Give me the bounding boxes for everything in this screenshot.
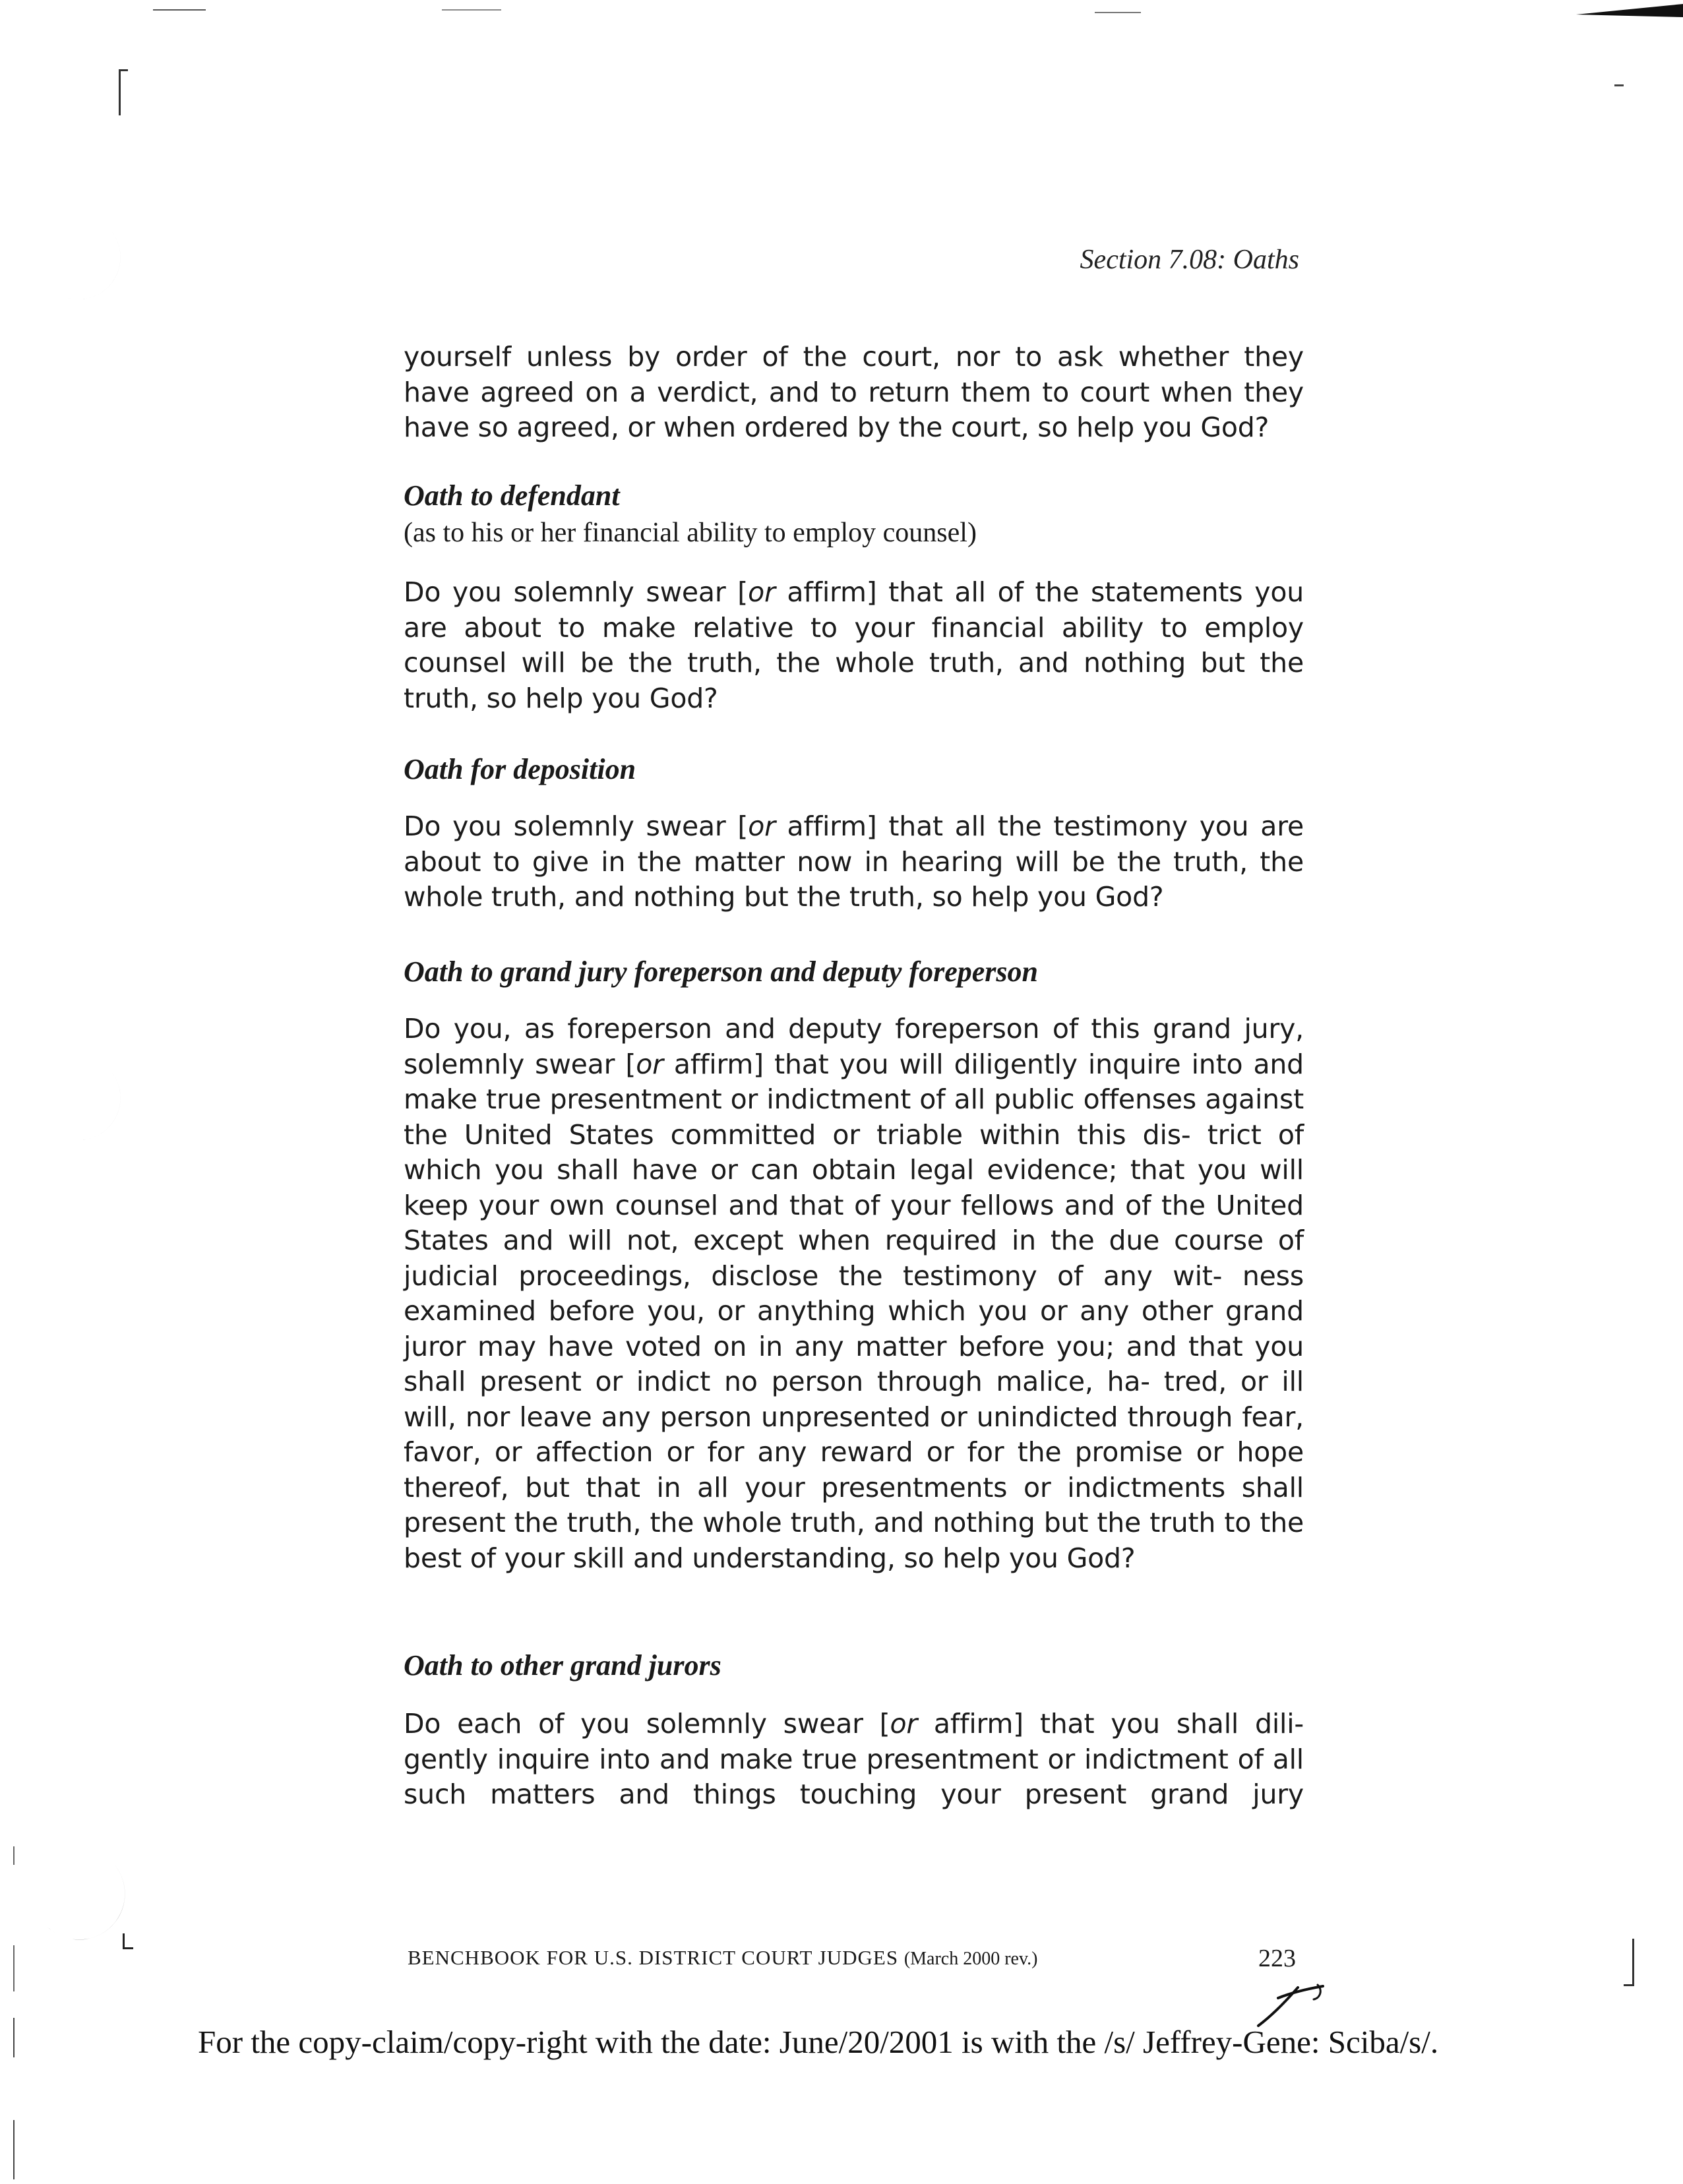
scan-wedge-top-right	[1576, 0, 1683, 20]
scan-dash-right	[1614, 84, 1624, 86]
paragraph-text-or: or	[636, 1048, 663, 1080]
scan-mark-top-left	[153, 9, 206, 11]
heading-oath-to-defendant: Oath to defendant	[404, 479, 620, 512]
scan-mark-top-mid	[442, 9, 501, 11]
scan-margin-left-4	[13, 2120, 15, 2179]
scan-margin-left-1	[13, 1846, 15, 1865]
heading-oath-for-deposition: Oath for deposition	[404, 753, 636, 785]
punch-hole-icon	[41, 1860, 133, 1952]
heading-oath-other-grand-jurors: Oath to other grand jurors	[404, 1649, 721, 1682]
paragraph-text: affirm] that all the testimony you are about to give in the matter now in hearing will be the truth, the whole truth, and nothing but the truth, so help you God?	[404, 810, 1304, 913]
book-title: BENCHBOOK FOR U.S. DISTRICT COURT JUDGES	[408, 1946, 899, 1969]
paragraph-oath-defendant	[404, 575, 1304, 716]
scan-margin-left-3	[13, 2018, 15, 2057]
punch-hole-icon	[41, 224, 127, 310]
paragraph-text: Do you solemnly swear [	[404, 576, 749, 608]
paragraph-text: Do each of you solemnly swear [	[404, 1708, 890, 1740]
paragraph-text: Do you, as foreperson and deputy foreperson of this grand jury, solemnly swear [	[404, 1013, 1304, 1080]
punch-hole-icon	[41, 1065, 127, 1151]
crop-mark-top-left-vert	[119, 69, 121, 115]
paragraph-text: affirm] that all of the statements you are about to make relative to your financial ability to employ counsel will be the truth, the whole truth, and nothing but the truth, so help you God?	[404, 576, 1304, 714]
scan-margin-left-2	[13, 1945, 15, 1991]
paragraph-continuation	[404, 340, 1304, 446]
paragraph-text: Do you solemnly swear [	[404, 810, 749, 842]
page-number: 223	[1258, 1945, 1296, 1972]
book-revision: (March 2000 rev.)	[903, 1949, 1038, 1969]
paragraph-text-or: or	[748, 810, 776, 842]
paragraph-text: affirm] that you will diligently inquire into and make true presentment or indictment of all public offenses against the United States committed or triable within this dis- trict of which you shall have or can obtain legal evidence; that you will keep your own counsel and that of your fellows and of the United States and will not, except when required in the due course of judicial proceedings, disclose the testimony of any wit- ness examined before you, or anything which you or any other grand juror may have voted on in any matter before you; and that you shall present or indict no person through malice, ha- tred, or ill will, nor leave any person unpresented or unindicted through fear, favor, or affection or for any reward or for the promise or hope thereof, but that in all your presentments or indictments shall present the truth, the whole truth, and nothing but the truth to the best of your skill and understanding, so help you God?	[404, 1048, 1304, 1574]
paragraph-oath-other-jurors	[404, 1707, 1304, 1813]
copy-claim-statement: For the copy-claim/copy-right with the date: June/20/2001 is with the /s/ Jeffrey-Gene: Sciba/s/.	[198, 2024, 1439, 2060]
paragraph-text-or: or	[748, 576, 776, 608]
scan-mark-top-mid2	[1095, 12, 1141, 13]
paragraph-oath-deposition	[404, 809, 1304, 915]
paragraph-text: yourself unless by order of the court, nor to ask whether they have agreed on a verdict, and to return them to court when they have so agreed, or when ordered by the court, so help you God?	[404, 341, 1304, 443]
paragraph-text: affirm] that you shall dili- gently inquire into and make true presentment or indictment of all such matters and things touching your present grand jury	[404, 1708, 1304, 1810]
crop-mark-bottom-right	[1632, 1939, 1634, 1986]
running-head: Section 7.08: Oaths	[1080, 245, 1299, 275]
paragraph-oath-foreperson	[404, 1012, 1304, 1576]
crop-mark-bottom-right-h	[1624, 1984, 1634, 1986]
footer-book-title	[408, 1946, 1038, 1970]
heading-subnote: (as to his or her financial ability to employ counsel)	[404, 518, 977, 548]
heading-oath-grand-jury-foreperson: Oath to grand jury foreperson and deputy foreperson	[404, 956, 1038, 988]
paragraph-text-or: or	[890, 1708, 918, 1740]
